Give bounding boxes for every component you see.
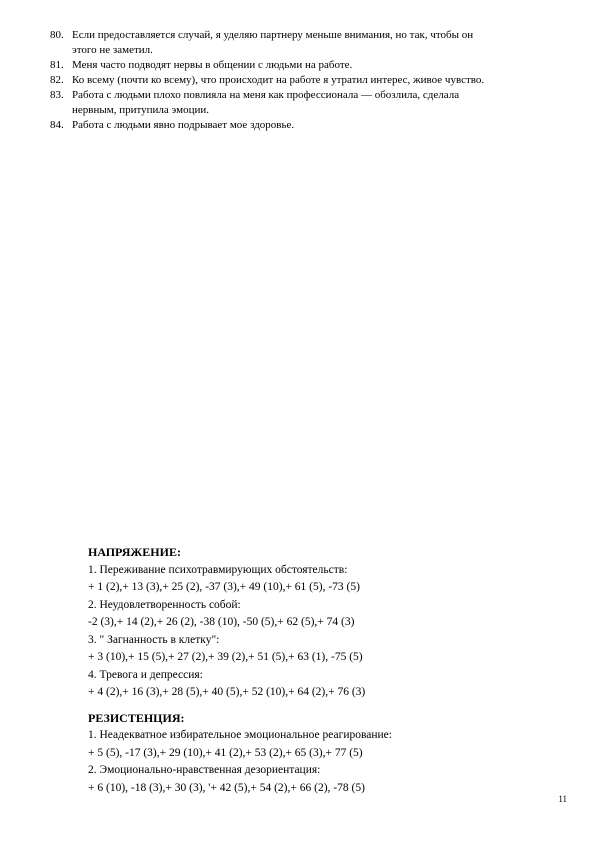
scale-values: + 5 (5), -17 (3),+ 29 (10),+ 41 (2),+ 53 (2),+ 65 (3),+ 77 (5) <box>88 746 363 759</box>
question-item <box>50 118 570 133</box>
question-text: Работа с людьми явно подрывает мое здоровье. <box>72 119 295 131</box>
scale-values: + 3 (10),+ 15 (5),+ 27 (2),+ 39 (2),+ 51 (5),+ 63 (1), -75 (5) <box>88 651 363 663</box>
scale-title: 1. Переживание психотравмирующих обстоятельств: <box>88 563 348 576</box>
scale-title: 1. Неадекватное избирательное эмоциональное реагирование: <box>88 729 392 741</box>
question-line: нервным, притупила эмоции. <box>72 104 210 116</box>
scale-values: + 6 (10), -18 (3),+ 30 (3), '+ 42 (5),+ 54 (2),+ 66 (2), -78 (5) <box>88 781 365 794</box>
scale-title: 4. Тревога и депрессия: <box>88 668 203 681</box>
question-number: 82. <box>50 74 64 86</box>
question-text <box>72 28 570 58</box>
question-line: Если предоставляется случай, я уделяю партнеру меньше внимания, но так, чтобы он <box>72 29 474 41</box>
section-heading-resistance: РЕЗИСТЕНЦИЯ: <box>88 710 185 725</box>
question-item <box>50 73 570 88</box>
section-heading-tension: НАПРЯЖЕНИЕ: <box>88 545 181 559</box>
question-item <box>50 28 570 58</box>
scale-title: 2. Эмоционально-нравственная дезориентация: <box>88 764 321 776</box>
question-line: Работа с людьми плохо повлияла на меня как профессионала — обозлила, сделала <box>72 89 460 101</box>
question-text <box>72 88 570 118</box>
question-line: этого не заметил. <box>72 44 153 56</box>
question-text: Ко всему (почти ко всему), что происходит на работе я утратил интерес, живое чувство. <box>72 74 485 86</box>
question-number: 83. <box>50 89 64 101</box>
question-item <box>50 58 570 73</box>
scale-values: + 4 (2),+ 16 (3),+ 28 (5),+ 40 (5),+ 52 (10),+ 64 (2),+ 76 (3) <box>88 686 366 698</box>
question-item <box>50 88 570 118</box>
scale-title: 3. " Загнанность в клетку": <box>88 633 220 646</box>
question-number: 81. <box>50 59 64 71</box>
page-number: 11 <box>558 794 567 804</box>
question-number: 84. <box>50 119 64 131</box>
scale-values: + 1 (2),+ 13 (3),+ 25 (2), -37 (3),+ 49 (10),+ 61 (5), -73 (5) <box>88 581 360 593</box>
question-text: Меня часто подводят нервы в общении с людьми на работе. <box>72 59 353 71</box>
questionnaire-items <box>50 28 570 133</box>
question-number: 80. <box>50 29 64 41</box>
scoring-key <box>88 542 558 797</box>
scale-title: 2. Неудовлетворенность собой: <box>88 598 241 611</box>
scale-values: -2 (3),+ 14 (2),+ 26 (2), -38 (10), -50 (5),+ 62 (5),+ 74 (3) <box>88 616 355 628</box>
